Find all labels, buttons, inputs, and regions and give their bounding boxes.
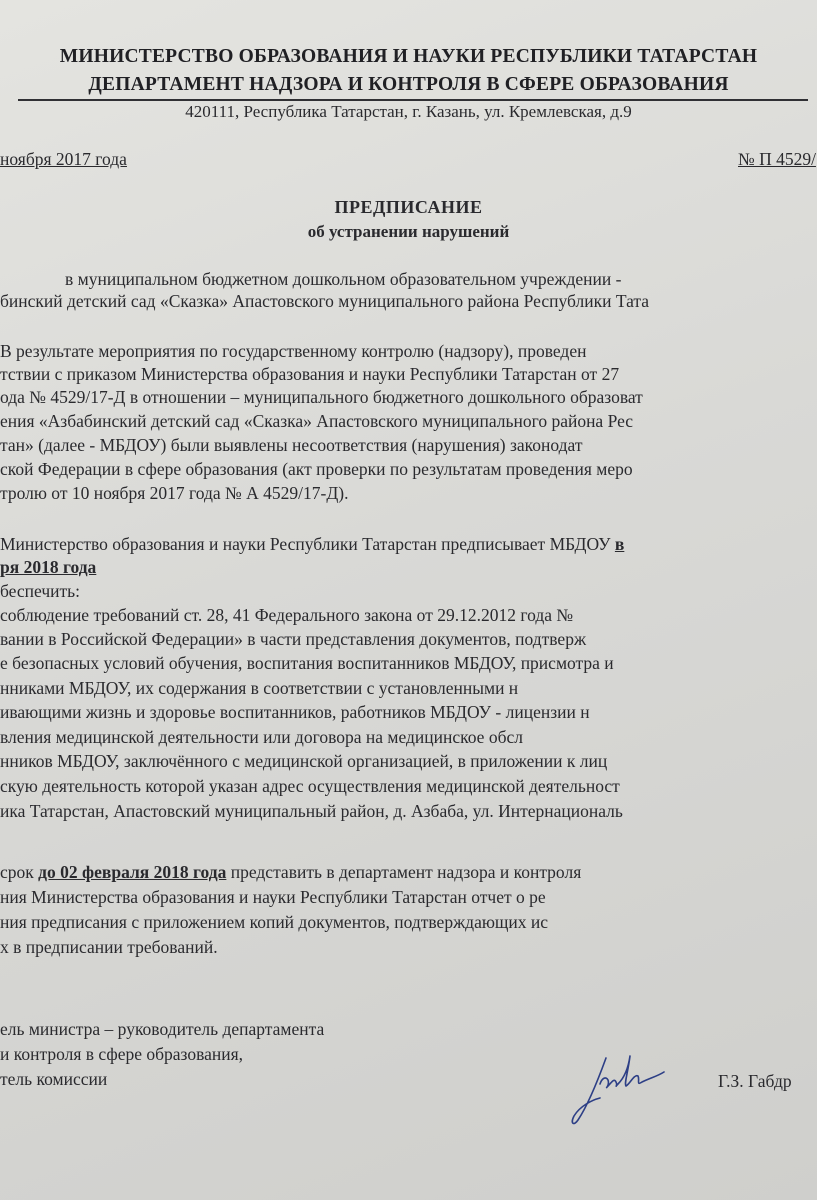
address-line: 420111, Республика Татарстан, г. Казань, ул. Кремлевская, д.9 — [185, 102, 632, 121]
body-line: беспечить: — [0, 581, 80, 601]
body-line: ивающими жизнь и здоровье воспитанников, работников МБДОУ - лицензии н — [0, 702, 590, 722]
body-line: ода № 4529/17-Д в отношении – муниципального бюджетного дошкольного образоват — [0, 387, 643, 407]
signatory-title: и контроля в сфере образования, — [0, 1044, 244, 1064]
body-line: х в предписании требований. — [0, 937, 218, 957]
signatory-name: Г.З. Габдр — [718, 1071, 792, 1091]
signatory-title: тель комиссии — [0, 1069, 108, 1089]
body-line: скую деятельность которой указан адрес осуществления медицинской деятельност — [0, 776, 620, 796]
body-line: ния предписания с приложением копий документов, подтверждающих ис — [0, 912, 549, 932]
subject-line: бинский детский сад «Сказка» Апастовского муниципального района Республики Тата — [0, 291, 650, 311]
body-line: Министерство образования и науки Республики Татарстан предписывает МБДОУ в — [0, 534, 625, 554]
body-line: тствии с приказом Министерства образования и науки Республики Татарстан от 27 — [0, 364, 620, 384]
body-line: В результате мероприятия по государственному контролю (надзору), проведен — [0, 341, 587, 361]
body-line: нников МБДОУ, заключённого с медицинской организацией, в приложении к лиц — [0, 751, 608, 771]
body-line: е безопасных условий обучения, воспитания воспитанников МБДОУ, присмотра и — [0, 653, 614, 673]
ministry-heading: МИНИСТЕРСТВО ОБРАЗОВАНИЯ И НАУКИ РЕСПУБЛИКИ ТАТАРСТАН — [59, 46, 758, 67]
handwritten-signature — [568, 1050, 668, 1130]
document-date: ноября 2017 года — [0, 149, 127, 169]
subject-line: в муниципальном бюджетном дошкольном образовательном учреждении - — [65, 269, 622, 289]
deadline-text: ря 2018 года — [0, 557, 97, 577]
body-line: ения «Азбабинский детский сад «Сказка» Апастовского муниципального района Рес — [0, 411, 634, 431]
deadline-text: в — [614, 534, 625, 554]
body-line: ния Министерства образования и науки Республики Татарстан отчет о ре — [0, 887, 546, 907]
document-subtitle: об устранении нарушений — [307, 222, 510, 241]
deadline-text: до 02 февраля 2018 года — [38, 862, 227, 882]
department-heading: ДЕПАРТАМЕНТ НАДЗОРА И КОНТРОЛЯ В СФЕРЕ ОБРАЗОВАНИЯ — [88, 74, 729, 95]
body-line: вании в Российской Федерации» в части представления документов, подтверж — [0, 629, 587, 649]
document-number: № П 4529/ — [738, 149, 816, 169]
body-line: тан» (далее - МБДОУ) были выявлены несоответствия (нарушения) законодат — [0, 435, 583, 455]
body-line: вления медицинской деятельности или договора на медицинское обсл — [0, 727, 523, 747]
body-line: тролю от 10 ноября 2017 года № А 4529/17-Д). — [0, 483, 349, 503]
body-line: ика Татарстан, Апастовский муниципальный район, д. Азбаба, ул. Интернациональ — [0, 801, 623, 821]
body-line: ской Федерации в сфере образования (акт проверки по результатам проведения меро — [0, 459, 633, 479]
body-line: нниками МБДОУ, их содержания в соответствии с установленными н — [0, 678, 519, 698]
document-title: ПРЕДПИСАНИЕ — [334, 197, 483, 217]
body-line: срок до 02 февраля 2018 года представить в департамент надзора и контроля — [0, 862, 582, 882]
body-line: соблюдение требований ст. 28, 41 Федерального закона от 29.12.2012 года № — [0, 605, 574, 625]
signatory-title: ель министра – руководитель департамента — [0, 1019, 325, 1039]
